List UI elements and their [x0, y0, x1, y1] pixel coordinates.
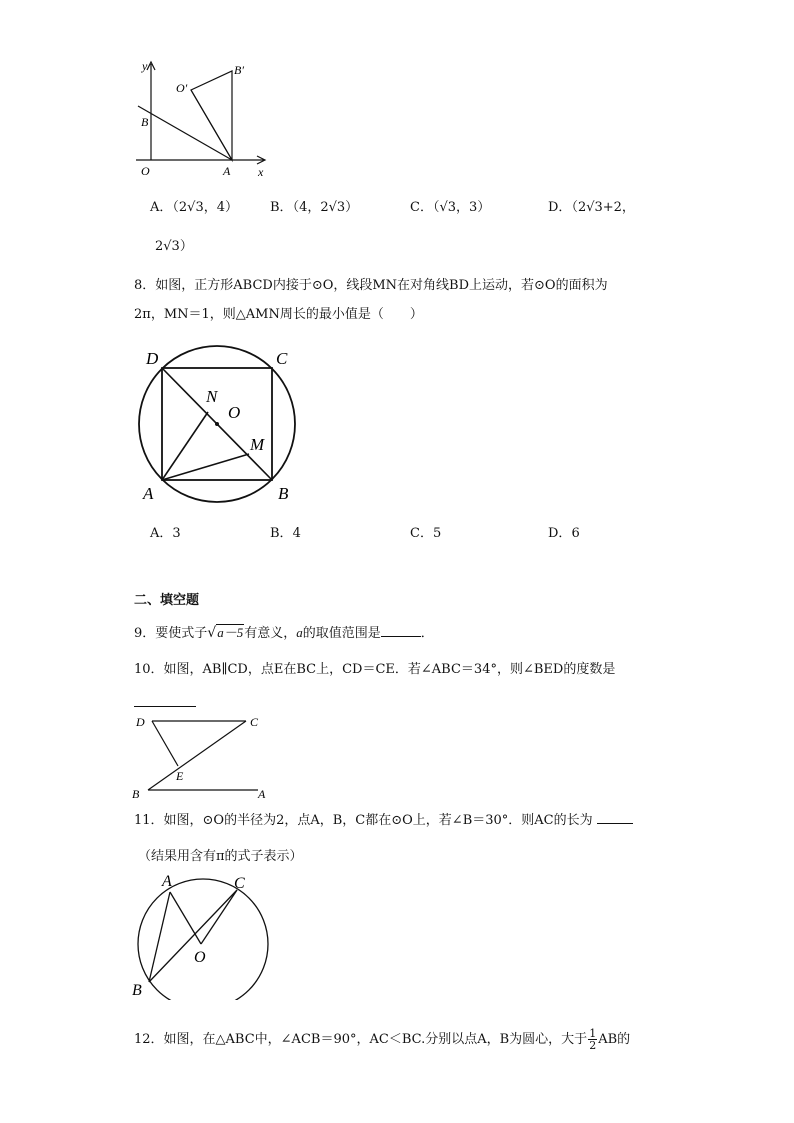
line-ab — [138, 106, 232, 160]
q11-stem-line1: 11．如图，⊙O的半径为2，点A，B，C都在⊙O上，若∠B＝30°．则AC的长为 — [134, 811, 633, 830]
circle-o — [138, 879, 268, 1000]
q10-parallel-lines-figure — [130, 712, 275, 802]
q7-option-d-continued: 2√3） — [155, 239, 193, 254]
label-a: A — [162, 873, 172, 890]
q9-answer-blank[interactable] — [381, 624, 421, 637]
q10-answer-blank[interactable] — [134, 706, 196, 707]
q7-option-b: B．（4，2√3） — [270, 200, 359, 215]
q11-circle-figure — [130, 870, 275, 1000]
q12-stem-line1: 12．如图，在△ABC中，∠ACB＝90°，AC＜BC.分别以点A，B为圆心，大于 $\frac{1}{2}$ AB的 — [134, 1027, 631, 1052]
label-a: A — [143, 484, 154, 503]
label-c: C — [276, 349, 288, 368]
label-b: B — [141, 115, 149, 129]
q9-stem: 9．要使式子√a－5有意义，a的取值范围是 ． — [134, 625, 434, 641]
label-o: O — [228, 403, 241, 422]
q8-option-b: B．4 — [270, 526, 301, 541]
segment-a-o-prime — [191, 90, 232, 160]
q7-option-a: A．（2√3，4） — [150, 200, 238, 215]
q7-option-c: C．（√3，3） — [410, 200, 491, 215]
q11-stem-line2: （结果用含有π的式子表示） — [138, 849, 303, 864]
label-d: D — [146, 349, 159, 368]
label-m: M — [250, 435, 265, 454]
center-dot — [215, 422, 219, 426]
label-d: D — [136, 715, 145, 729]
q7-coordinate-figure — [130, 58, 270, 180]
label-a: A — [223, 164, 231, 178]
segment-ao — [170, 892, 201, 944]
label-a: A — [258, 787, 266, 801]
segment-bc — [149, 890, 237, 982]
q8-option-d: D．6 — [548, 526, 580, 541]
label-c: C — [234, 875, 245, 892]
q8-option-a: A．3 — [150, 526, 181, 541]
q10-stem-line1: 10．如图，AB∥CD，点E在BC上，CD＝CE．若∠ABC＝34°，则∠BED的度数是 — [134, 662, 616, 677]
label-b: B — [278, 484, 289, 503]
segment-ba — [149, 892, 170, 982]
label-y: y — [142, 59, 148, 73]
q11-answer-blank[interactable] — [597, 811, 633, 824]
label-o: O — [141, 164, 150, 178]
label-c: C — [250, 715, 259, 729]
section-title-fill-in-blank: 二、填空题 — [134, 593, 200, 608]
label-o: O — [194, 949, 206, 966]
label-x: x — [258, 165, 264, 179]
label-b: B — [132, 982, 142, 999]
label-e: E — [176, 769, 184, 783]
q8-option-c: C．5 — [410, 526, 442, 541]
triangle-o-prime-a-b-prime — [191, 71, 232, 160]
segment-am — [162, 454, 249, 480]
line-bc — [148, 721, 246, 790]
q8-circle-square-figure — [138, 344, 308, 504]
segment-de — [152, 721, 178, 766]
q8-stem-line1: 8．如图，正方形ABCD内接于⊙O，线段MN在对角线BD上运动，若⊙O的面积为 — [134, 278, 608, 293]
q7-option-d: D．（2√3+2， — [548, 200, 635, 215]
label-o-prime: O′ — [176, 81, 188, 95]
fraction-one-half: $\frac{1}{2}$ — [589, 1027, 597, 1052]
label-n: N — [206, 387, 218, 406]
segment-an — [162, 412, 208, 480]
segment-oc — [201, 890, 237, 944]
label-b: B — [132, 787, 140, 801]
q8-stem-line2: 2π，MN＝1，则△AMN周长的最小值是（ ） — [134, 307, 423, 322]
label-b-prime: B′ — [234, 63, 244, 77]
